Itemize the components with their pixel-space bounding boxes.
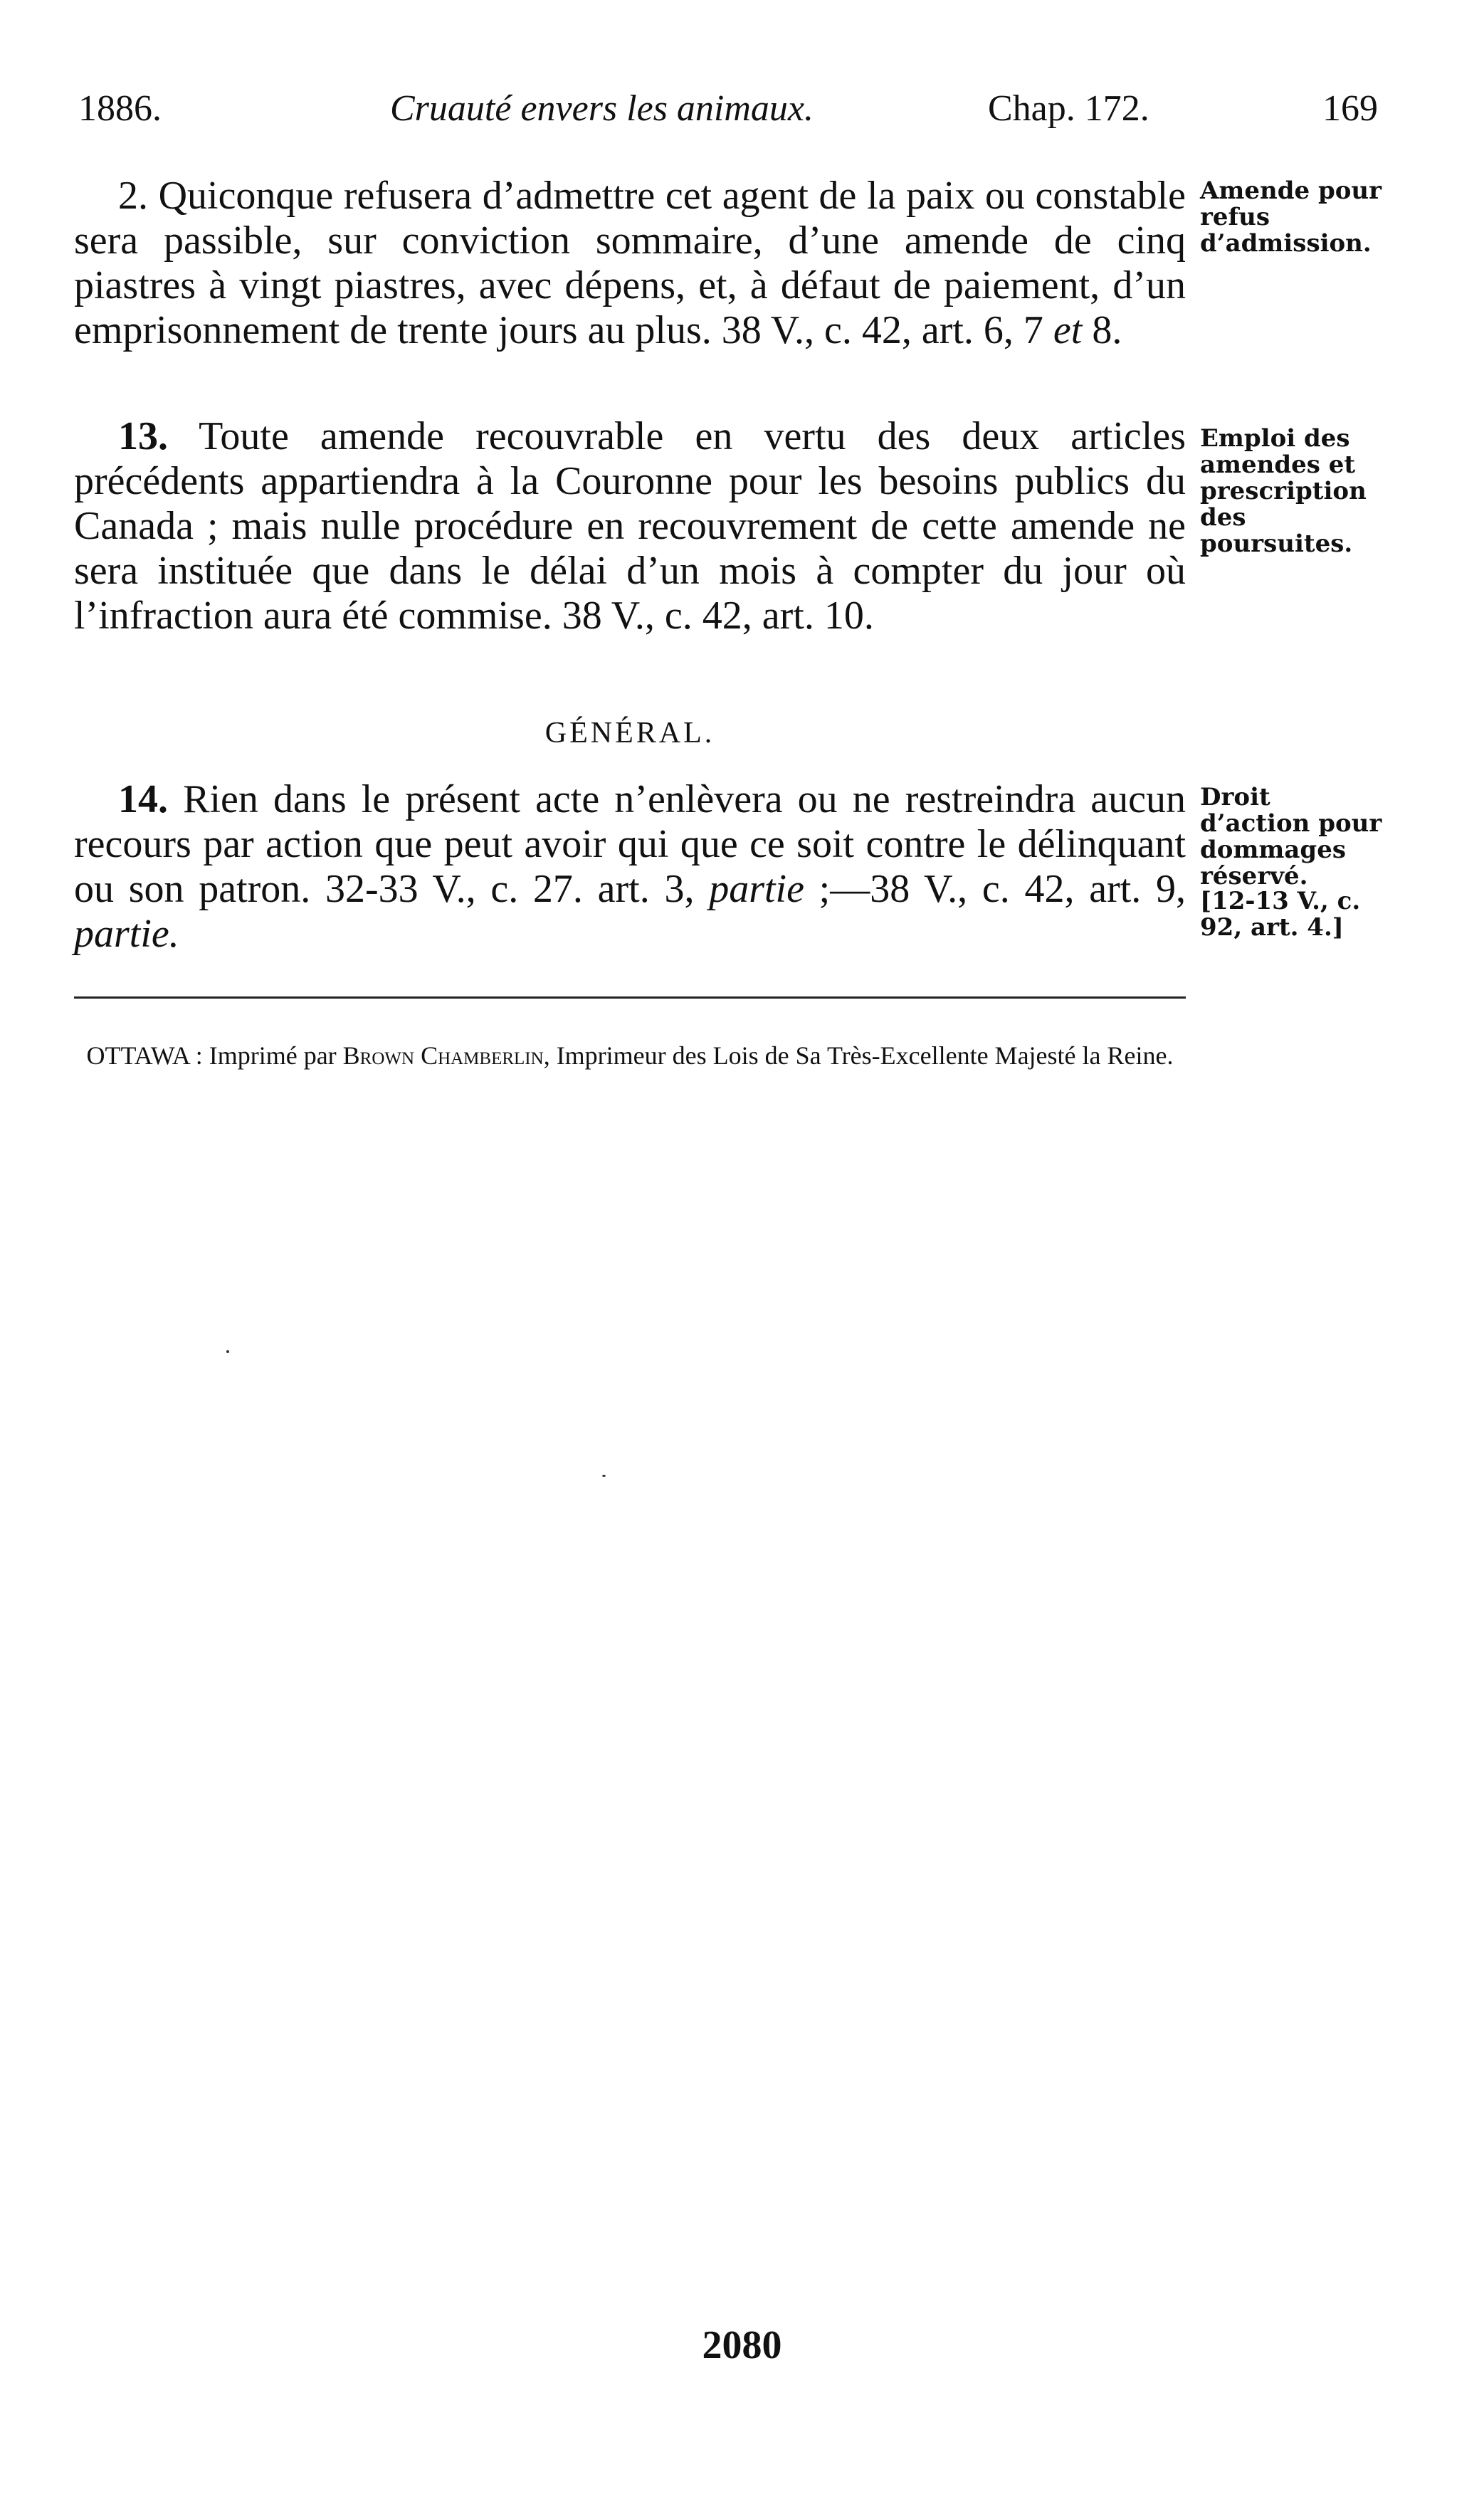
section-2 xyxy=(74,174,1186,353)
section-2-end: 8. xyxy=(1082,308,1122,352)
section-14-partie-1: partie xyxy=(709,867,804,911)
section-2-text: 2. Quiconque refusera d’admettre cet agent de la paix ou constable sera passible, sur conviction sommaire, d’une amende de cinq piastres à vingt piastres, avec dépens, et, à défaut de paiement, d’un emprisonnement de trente jours au plus. 38 V., c. 42, art. 6, 7 xyxy=(74,174,1186,352)
section-14 xyxy=(74,777,1186,957)
section-14-partie-2: partie. xyxy=(74,912,179,956)
section-14-number: 14. xyxy=(118,777,168,821)
imprint-suffix: , Imprimeur des Lois de Sa Très-Excellente Majesté la Reine. xyxy=(543,1041,1174,1070)
section-14-mid: ;—38 V., c. 42, art. 9, xyxy=(804,867,1186,911)
section-13 xyxy=(74,414,1186,638)
imprint-printer: Brown Chamberlin xyxy=(342,1041,544,1070)
section-heading-general: GÉNÉRAL. xyxy=(544,717,715,749)
section-13-text: Toute amende recouvrable en vertu des deux articles précédents appartiendra à la Couronne pour les besoins publics du Canada ; mais nulle procédure en recouvrement de cette amende ne sera instituée que dans le délai d’un mois à compter du jour où l’infraction aura été commise. 38 V., c. 42, art. 10. xyxy=(74,414,1186,638)
section-2-et: et xyxy=(1053,308,1083,352)
running-head-chapter: Chap. 172. xyxy=(988,88,1149,129)
section-14-text: Rien dans le présent acte n’enlèvera ou ne restreindra aucun recours par action que peut avoir qui que ce soit contre le délinquant ou son patron. 32-33 V., c. 27. art. 3, xyxy=(74,777,1186,911)
scan-speck xyxy=(226,1350,229,1353)
scan-speck xyxy=(602,1475,606,1477)
section-13-number: 13. xyxy=(118,414,168,458)
marginal-note-reference: [12-13 V., c. 92, art. 4.] xyxy=(1200,887,1361,942)
horizontal-rule xyxy=(74,996,1186,999)
running-head-year: 1886. xyxy=(78,88,162,129)
running-head-page-number: 169 xyxy=(1322,88,1378,129)
running-head-title: Cruauté envers les animaux. xyxy=(390,88,814,129)
printer-imprint xyxy=(74,1039,1186,1072)
marginal-note-droit-action: Droit d’action pour dommages réservé. xyxy=(1200,783,1382,890)
page-folio: 2080 xyxy=(702,2323,782,2367)
marginal-note-amende: Amende pour refus d’admission. xyxy=(1200,177,1382,258)
imprint-prefix: OTTAWA : Imprimé par xyxy=(86,1041,343,1070)
marginal-note-emploi: Emploi des amendes et prescription des poursuites. xyxy=(1200,424,1367,558)
